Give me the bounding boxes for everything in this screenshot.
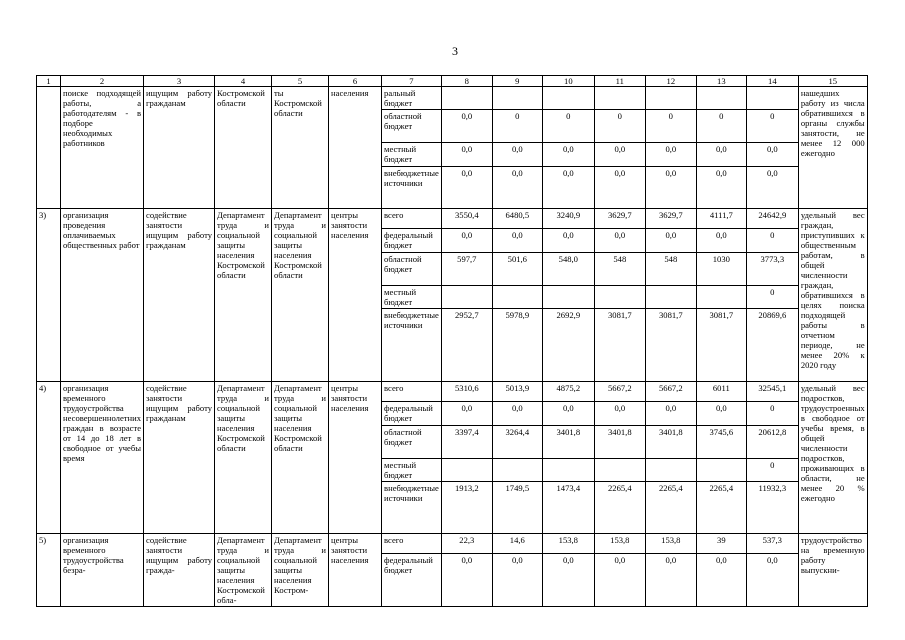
task-cell: содействие занятости ищущим работу гражданам [144,382,215,534]
row-number: 4) [37,382,61,534]
amount-cell: 14,6 [492,534,542,554]
amount-cell: 3629,7 [645,209,696,229]
funding-source: федеральный бюджет [382,554,442,607]
amount-cell: 0,0 [645,402,696,426]
amount-cell: 0,0 [746,167,798,209]
amount-cell: 597,7 [441,253,492,286]
funding-source: местный бюджет [382,143,442,167]
header-row [37,76,868,87]
header-cell: 2 [61,76,144,87]
amount-cell: 0,0 [441,554,492,607]
funding-source: внебюджетные источники [382,482,442,534]
amount-cell: 3081,7 [696,309,746,382]
amount-cell [696,286,746,309]
amount-cell: 0,0 [696,143,746,167]
table-row [37,209,868,229]
amount-cell: 0,0 [594,229,645,253]
funding-source: внебюджетные источники [382,309,442,382]
amount-cell [492,87,542,110]
amount-cell: 2952,7 [441,309,492,382]
amount-cell: 1473,4 [542,482,594,534]
amount-cell: 32545,1 [746,382,798,402]
amount-cell: 0,0 [542,229,594,253]
funding-source: всего [382,534,442,554]
amount-cell [746,87,798,110]
indicator-cell: трудоустройство на временную работу выпускни- [798,534,867,607]
task-cell: содействие занятости ищущим работу гражданам [144,209,215,382]
amount-cell: 3081,7 [645,309,696,382]
table-row [37,87,868,110]
amount-cell: 3401,8 [645,426,696,459]
header-cell: 12 [645,76,696,87]
coexecutor-cell: ты Костромской области [272,87,329,209]
amount-cell: 537,3 [746,534,798,554]
amount-cell: 501,6 [492,253,542,286]
amount-cell [441,286,492,309]
funding-source: федеральный бюджет [382,402,442,426]
program-table [36,75,868,607]
amount-cell: 0,0 [645,229,696,253]
amount-cell: 0,0 [746,554,798,607]
amount-cell: 0,0 [542,402,594,426]
amount-cell: 3264,4 [492,426,542,459]
funding-source: местный бюджет [382,459,442,482]
amount-cell: 0,0 [441,110,492,143]
amount-cell: 20612,8 [746,426,798,459]
amount-cell: 0 [746,229,798,253]
amount-cell: 0,0 [696,402,746,426]
amount-cell: 0 [746,286,798,309]
participant-cell: центры занятости населения [329,209,382,382]
amount-cell [441,87,492,110]
measure-name: поиске подходящей работы, а работодателям - в подборе необходимых работников [61,87,144,209]
amount-cell [441,459,492,482]
amount-cell [542,286,594,309]
amount-cell: 0,0 [441,402,492,426]
header-cell: 5 [272,76,329,87]
coexecutor-cell: Департамент труда и социальной защиты населения Костромской области [272,382,329,534]
amount-cell: 22,3 [441,534,492,554]
amount-cell: 0 [696,110,746,143]
header-cell: 9 [492,76,542,87]
amount-cell: 0,0 [696,554,746,607]
amount-cell: 3629,7 [594,209,645,229]
amount-cell: 0 [492,110,542,143]
amount-cell [696,87,746,110]
amount-cell [645,87,696,110]
header-cell: 8 [441,76,492,87]
amount-cell: 3773,3 [746,253,798,286]
amount-cell: 3081,7 [594,309,645,382]
executor-cell: Костромской области [215,87,272,209]
participant-cell: населения [329,87,382,209]
table-row [37,534,868,554]
amount-cell: 5978,9 [492,309,542,382]
header-cell: 4 [215,76,272,87]
row-number [37,87,61,209]
amount-cell: 0,0 [746,143,798,167]
amount-cell: 0,0 [696,167,746,209]
amount-cell: 0,0 [441,229,492,253]
amount-cell: 548,0 [542,253,594,286]
header-cell: 3 [144,76,215,87]
funding-source: всего [382,209,442,229]
amount-cell: 153,8 [645,534,696,554]
funding-source: областной бюджет [382,426,442,459]
header-cell: 7 [382,76,442,87]
amount-cell: 0,0 [542,143,594,167]
coexecutor-cell: Департамент труда и социальной защиты населения Костром- [272,534,329,607]
amount-cell: 0,0 [441,167,492,209]
funding-source: местный бюджет [382,286,442,309]
indicator-cell: удельный вес граждан, приступивших к общественным работам, в общей численности граждан, обратившихся в целях поиска подходящей работы в отчетном периоде, не менее 20% к 2020 году [798,209,867,382]
amount-cell: 3550,4 [441,209,492,229]
funding-source: всего [382,382,442,402]
amount-cell: 0,0 [645,167,696,209]
amount-cell: 0 [594,110,645,143]
amount-cell: 0,0 [696,229,746,253]
amount-cell [696,459,746,482]
amount-cell [645,286,696,309]
executor-cell: Департамент труда и социальной защиты населения Костромской области [215,382,272,534]
table-row [37,382,868,402]
amount-cell: 6011 [696,382,746,402]
executor-cell: Департамент труда и социальной защиты населения Костромской обла- [215,534,272,607]
amount-cell: 0 [746,459,798,482]
amount-cell: 1749,5 [492,482,542,534]
row-number: 3) [37,209,61,382]
amount-cell: 3397,4 [441,426,492,459]
amount-cell: 0,0 [594,554,645,607]
amount-cell: 0,0 [594,143,645,167]
executor-cell: Департамент труда и социальной защиты населения Костромской области [215,209,272,382]
header-cell: 6 [329,76,382,87]
amount-cell [594,459,645,482]
amount-cell: 11932,3 [746,482,798,534]
measure-name: организация проведения оплачиваемых общественных работ [61,209,144,382]
amount-cell: 0 [542,110,594,143]
amount-cell: 3401,8 [542,426,594,459]
header-cell: 10 [542,76,594,87]
amount-cell: 0,0 [542,554,594,607]
amount-cell: 548 [645,253,696,286]
amount-cell: 2265,4 [696,482,746,534]
amount-cell: 0,0 [441,143,492,167]
amount-cell: 548 [594,253,645,286]
amount-cell [645,459,696,482]
amount-cell [492,459,542,482]
amount-cell: 24642,9 [746,209,798,229]
amount-cell: 0,0 [542,167,594,209]
amount-cell: 3401,8 [594,426,645,459]
page-number: 3 [452,44,458,58]
amount-cell: 1030 [696,253,746,286]
amount-cell: 0,0 [594,402,645,426]
amount-cell: 0,0 [645,143,696,167]
indicator-cell: удельный вес подростков, трудоустроенных в свободное от учебы время, в общей численности подростков, проживающих в области, не менее 20 % ежегодно [798,382,867,534]
amount-cell [542,87,594,110]
amount-cell: 39 [696,534,746,554]
amount-cell: 0,0 [492,229,542,253]
amount-cell: 0 [746,402,798,426]
amount-cell: 0,0 [492,554,542,607]
funding-source: внебюджетные источники [382,167,442,209]
amount-cell: 20869,6 [746,309,798,382]
amount-cell: 2265,4 [594,482,645,534]
amount-cell: 153,8 [594,534,645,554]
amount-cell: 5310,6 [441,382,492,402]
amount-cell: 0 [645,110,696,143]
indicator-cell: нашедших работу из числа обратившихся в органы службы занятости, не менее 12 000 ежегодно [798,87,867,209]
header-cell: 11 [594,76,645,87]
amount-cell: 0,0 [492,402,542,426]
header-cell: 15 [798,76,867,87]
amount-cell: 2692,9 [542,309,594,382]
amount-cell: 6480,5 [492,209,542,229]
amount-cell: 5013,9 [492,382,542,402]
funding-source: областной бюджет [382,253,442,286]
amount-cell: 0,0 [645,554,696,607]
header-cell: 14 [746,76,798,87]
amount-cell: 5667,2 [594,382,645,402]
measure-name: организация временного трудоустройства безра- [61,534,144,607]
funding-source: федеральный бюджет [382,229,442,253]
header-cell: 1 [37,76,61,87]
funding-source: областной бюджет [382,110,442,143]
amount-cell [542,459,594,482]
row-number: 5) [37,534,61,607]
participant-cell: центры занятости населения [329,534,382,607]
amount-cell: 4111,7 [696,209,746,229]
coexecutor-cell: Департамент труда и социальной защиты населения Костромской области [272,209,329,382]
amount-cell: 3745,6 [696,426,746,459]
measure-name: организация временного трудоустройства несовершеннолетних граждан в возрасте от 14 до 18 лет в свободное от учебы время [61,382,144,534]
amount-cell: 0 [746,110,798,143]
header-cell: 13 [696,76,746,87]
amount-cell: 4875,2 [542,382,594,402]
funding-source: ральный бюджет [382,87,442,110]
amount-cell: 1913,2 [441,482,492,534]
task-cell: содействие занятости ищущим работу гражда- [144,534,215,607]
amount-cell: 5667,2 [645,382,696,402]
amount-cell [492,286,542,309]
amount-cell: 153,8 [542,534,594,554]
amount-cell: 3240,9 [542,209,594,229]
amount-cell: 0,0 [492,167,542,209]
amount-cell: 0,0 [594,167,645,209]
amount-cell [594,286,645,309]
amount-cell [594,87,645,110]
amount-cell: 2265,4 [645,482,696,534]
task-cell: ищущим работу гражданам [144,87,215,209]
amount-cell: 0,0 [492,143,542,167]
participant-cell: центры занятости населения [329,382,382,534]
